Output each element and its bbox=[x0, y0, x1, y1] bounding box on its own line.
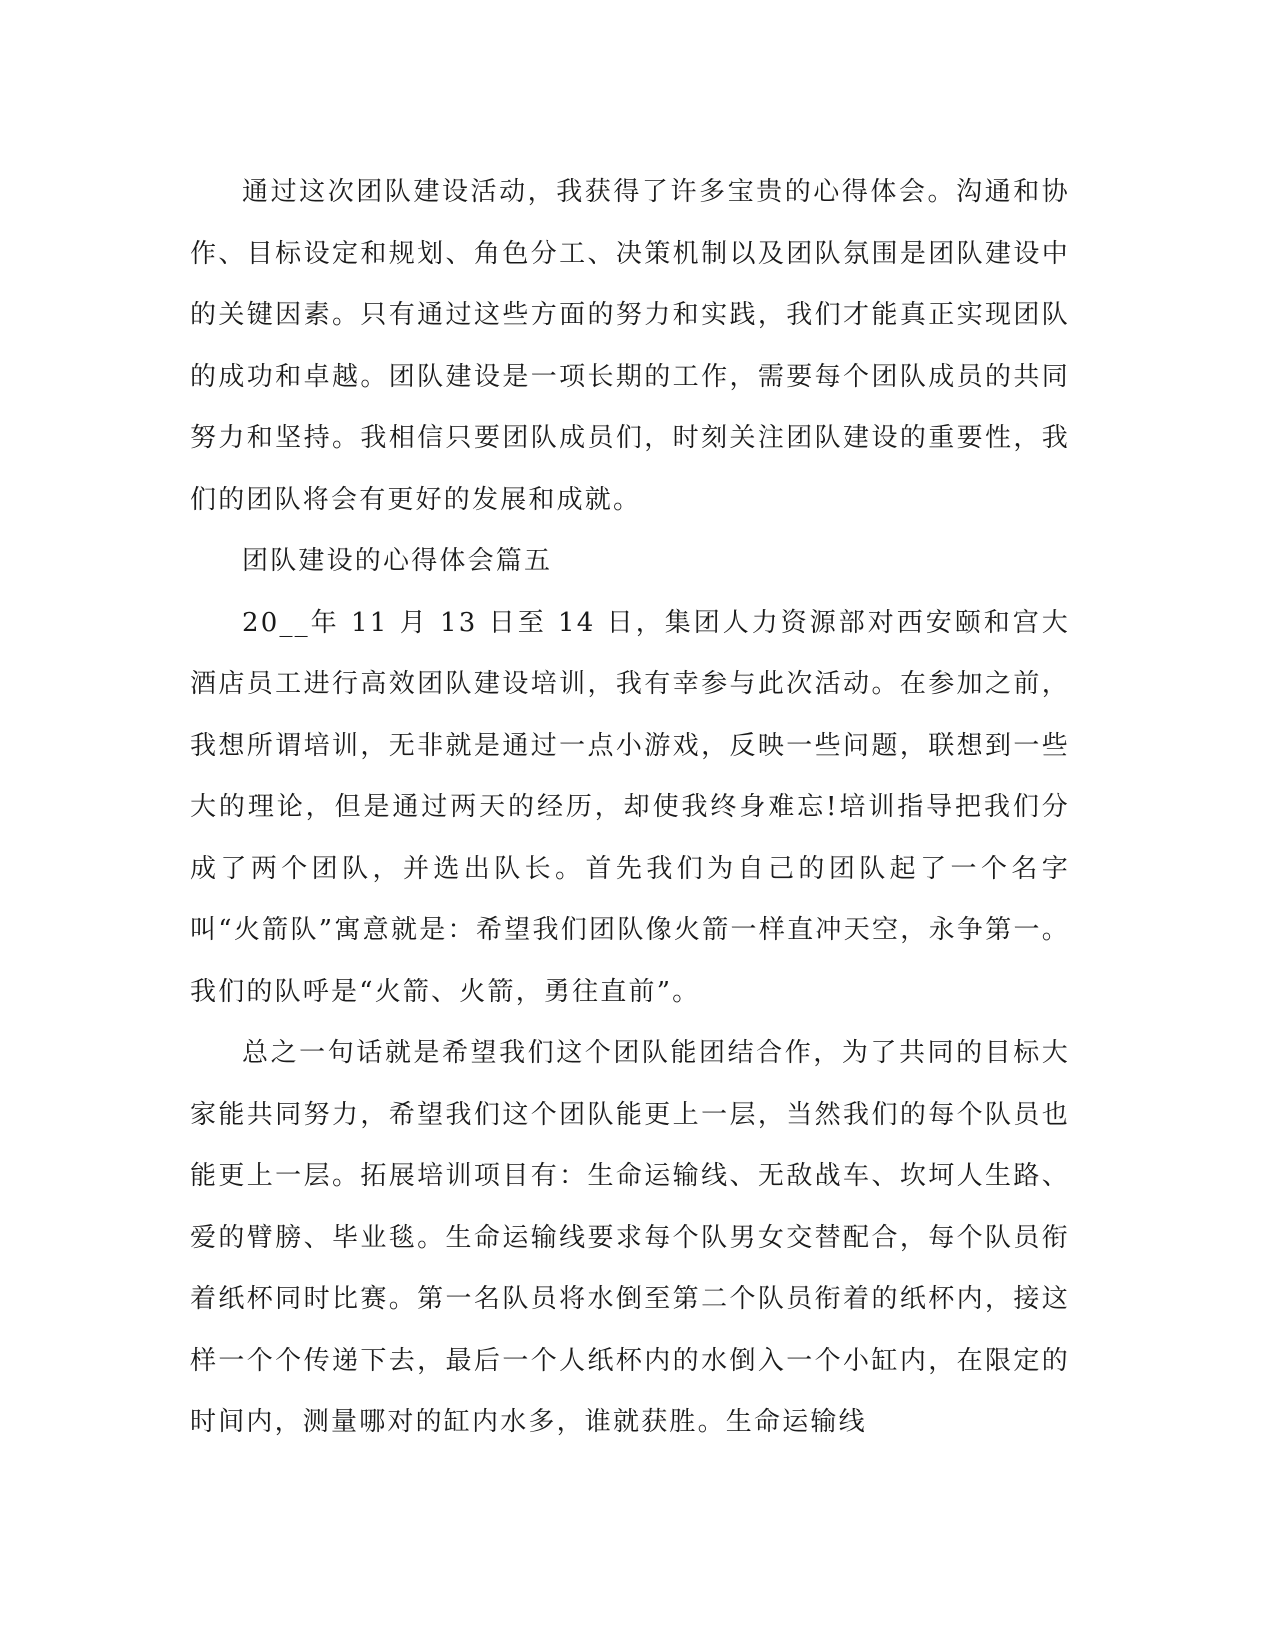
paragraph-training-projects: 总之一句话就是希望我们这个团队能团结合作，为了共同的目标大家能共同努力，希望我们这个团队能更上一层，当然我们的每个队员也能更上一层。拓展培训项目有：生命运输线、无敌战车、坎坷人生路、爱的臂膀、毕业毯。生命运输线要求每个队男女交替配合，每个队员衔着纸杯同时比赛。第一名队员将水倒至第二个队员衔着的纸杯内，接这样一个个传递下去，最后一个人纸杯内的水倒入一个小缸内，在限定的时间内，测量哪对的缸内水多，谁就获胜。生命运输线 bbox=[190, 1038, 1070, 1437]
paragraph-training-intro: 20__年 11 月 13 日至 14 日，集团人力资源部对西安颐和宫大酒店员工进行高效团队建设培训，我有幸参与此次活动。在参加之前，我想所谓培训，无非就是通过一点小游戏，反映一些问题，联想到一些大的理论，但是通过两天的经历，却使我终身难忘!培训指导把我们分成了两个团队，并选出队长。首先我们为自己的团队起了一个名字叫“火箭队”寓意就是：希望我们团队像火箭一样直冲天空，永争第一。我们的队呼是“火箭、火箭，勇往直前”。 bbox=[190, 607, 1070, 1007]
paragraph-team-building-summary: 通过这次团队建设活动，我获得了许多宝贵的心得体会。沟通和协作、目标设定和规划、角色分工、决策机制以及团队氛围是团队建设中的关键因素。只有通过这些方面的努力和实践，我们才能真正实现团队的成功和卓越。团队建设是一项长期的工作，需要每个团队成员的共同努力和坚持。我相信只要团队成员们，时刻关注团队建设的重要性，我们的团队将会有更好的发展和成就。 bbox=[190, 177, 1070, 515]
section-heading: 团队建设的心得体会篇五 bbox=[242, 546, 553, 576]
document-body bbox=[190, 162, 1070, 1454]
